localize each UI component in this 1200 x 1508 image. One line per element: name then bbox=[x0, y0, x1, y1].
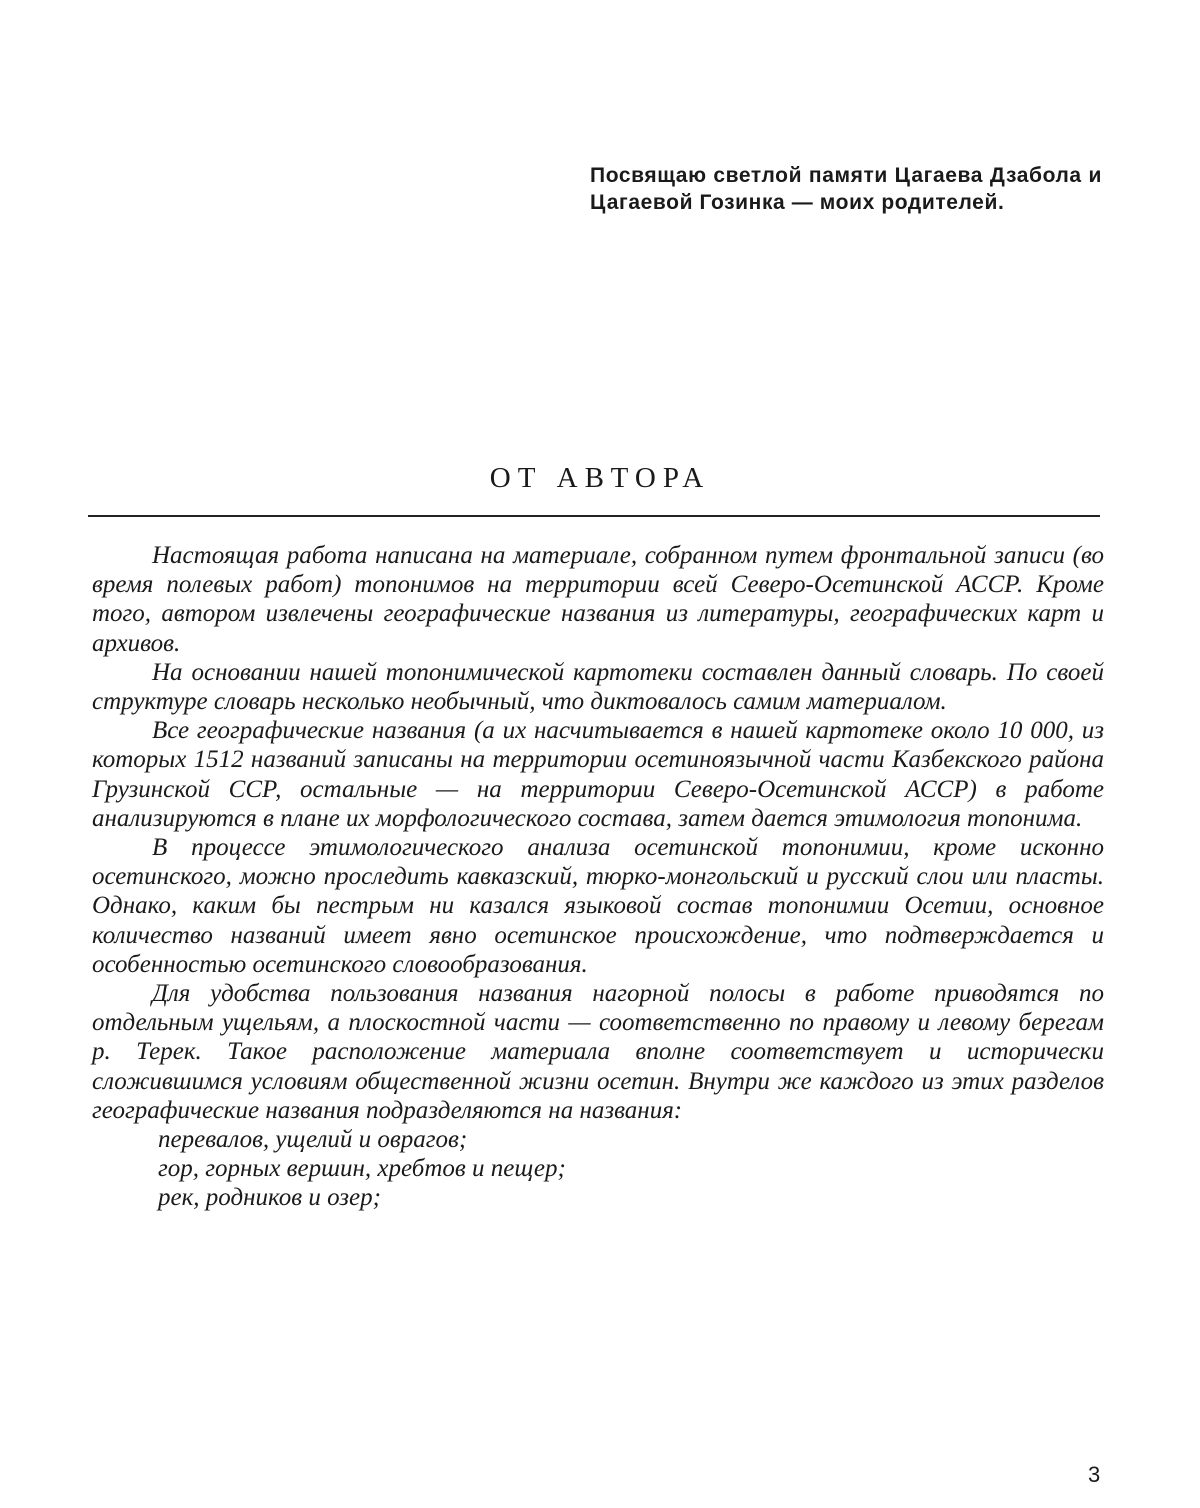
paragraph: В процессе этимологического анализа осетинской топонимии, кроме исконно осетинского, можно проследить кавказский, тюрко-монгольский и русский слои или пласты. Однако, каким бы пестрым ни казался языковой состав топонимии Осетии, основное количество названий имеет явно осетинское происхождение, что подтверждается и особенностью осетинского словообразования. bbox=[92, 834, 1104, 978]
list-item: перевалов, ущелий и оврагов; bbox=[158, 1126, 468, 1154]
list-item: гор, горных вершин, хребтов и пещер; bbox=[158, 1155, 566, 1183]
paragraph: Для удобства пользования названия нагорной полосы в работе приводятся по отдельным ущельям, а плоскостной части — соответственно по правому и левому берегам р. Терек. Такое расположение материала вполне соответствует и исторически сложившимся условиям общественной жизни осетин. Внутри же каждого из этих разделов географические названия подразделяются на названия: bbox=[92, 980, 1104, 1124]
page-number: 3 bbox=[1088, 1462, 1101, 1487]
category-list bbox=[92, 1125, 1104, 1213]
page-title: ОТ АВТОРА bbox=[489, 462, 711, 494]
paragraph: Все географические названия (а их насчитывается в нашей картотеке около 10 000, из которых 1512 названий записаны на территории осетиноязычной части Казбекского района Грузинской ССР, остальные — на территории Северо-Осетинской АССР) в работе анализируются в плане их морфологического состава, затем дается этимология топонима. bbox=[92, 717, 1104, 832]
paragraph: Настоящая работа написана на материале, собранном путем фронтальной записи (во время полевых работ) топонимов на территории всей Северо-Осетинской АССР. Кроме того, автором извлечены географические названия из литературы, географических карт и архивов. bbox=[92, 542, 1104, 657]
list-item: рек, родников и озер; bbox=[158, 1184, 381, 1212]
title-rule bbox=[88, 515, 1100, 517]
paragraph: На основании нашей топонимической картотеки составлен данный словарь. По своей структуре словарь несколько необычный, что диктовалось самим материалом. bbox=[92, 658, 1104, 716]
dedication: Посвящаю светлой памяти Цагаева Дзабола и Цагаевой Гозинка — моих родителей. bbox=[590, 164, 1102, 214]
body-text bbox=[92, 541, 1104, 1213]
